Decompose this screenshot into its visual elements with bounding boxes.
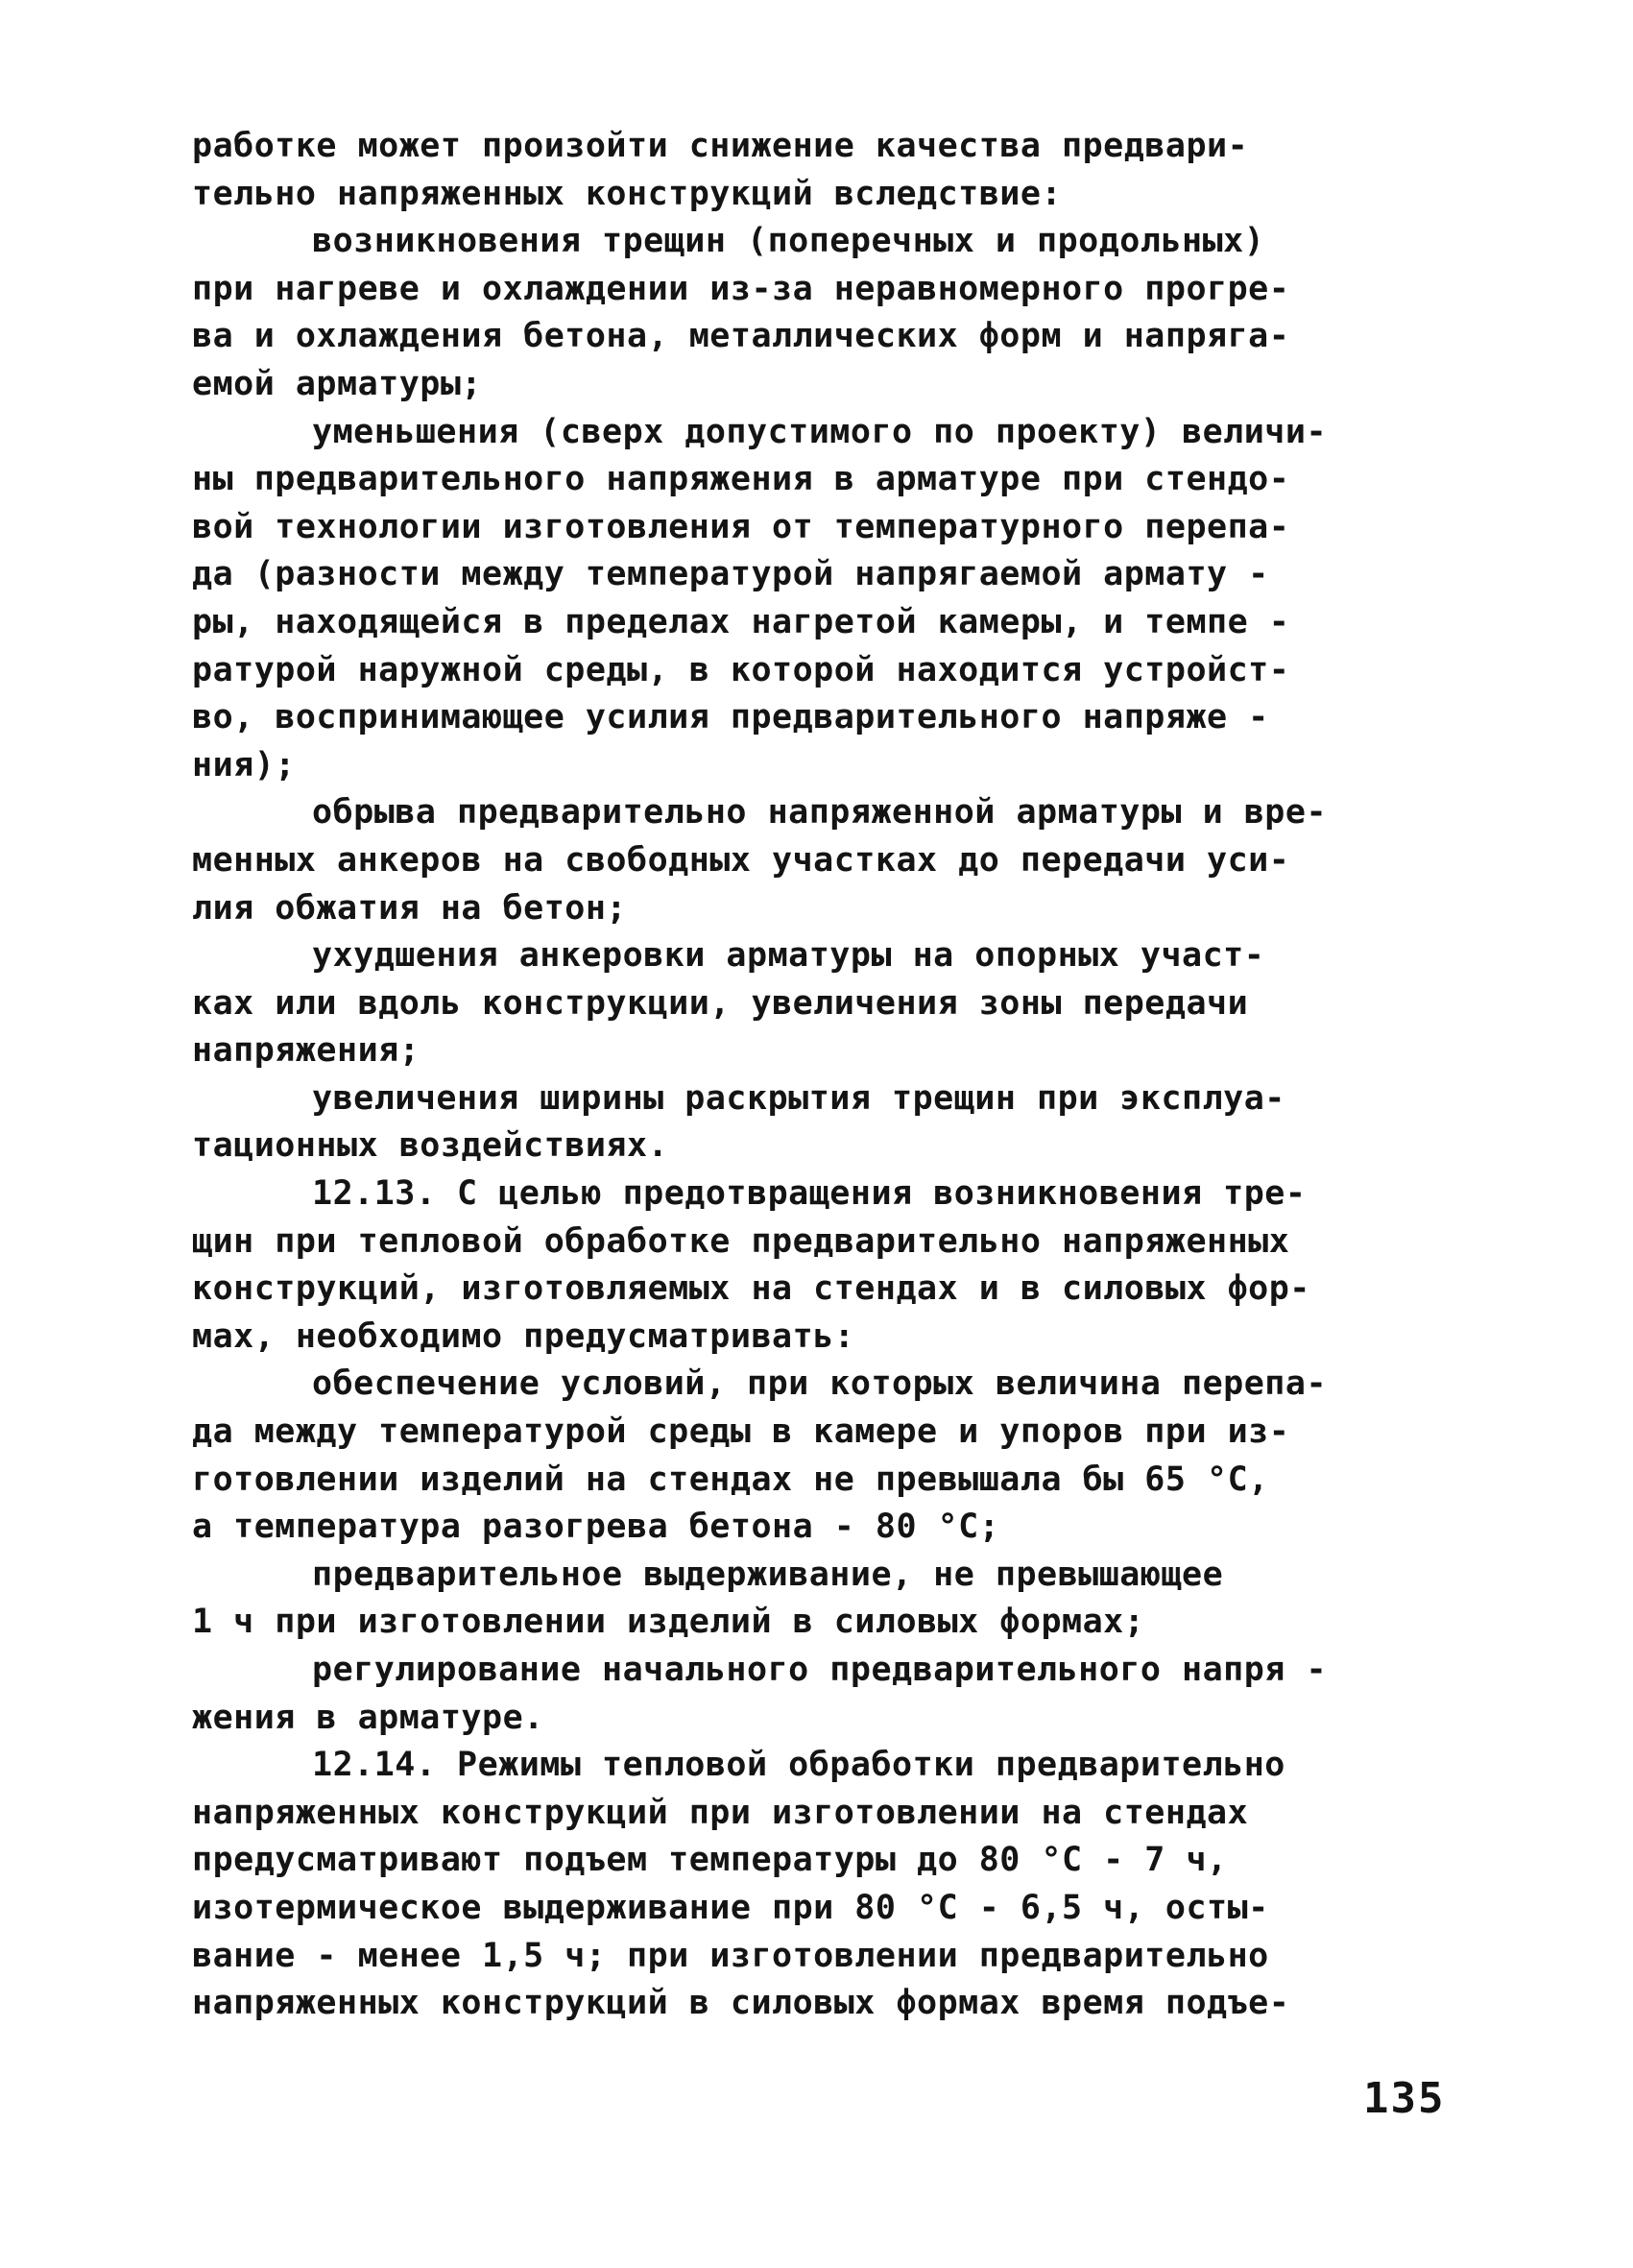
text-line: предварительное выдерживание, не превышающее xyxy=(312,1555,1224,1594)
text-line: емой арматуры; xyxy=(192,364,483,403)
text-line: напряженных конструкций в силовых формах время подъе- xyxy=(192,1984,1290,2023)
text-line: изотермическое выдерживание при 80 °С - 6,5 ч, осты- xyxy=(192,1888,1269,1927)
text-line: увеличения ширины раскрытия трещин при эксплуа- xyxy=(312,1078,1285,1118)
section-12-14-line: 12.14. Режимы тепловой обработки предварительно xyxy=(312,1746,1285,1785)
text-line: менных анкеров на свободных участках до передачи уси- xyxy=(192,840,1290,880)
text-line: работке может произойти снижение качества предвари- xyxy=(192,127,1249,165)
text-line: жения в арматуре. xyxy=(192,1698,544,1737)
section-12-13-line: 12.13. С целью предотвращения возникновения тре- xyxy=(312,1174,1307,1214)
text-line: тационных воздействиях. xyxy=(192,1126,669,1166)
text-line: уменьшения (сверх допустимого по проекту) величи- xyxy=(312,412,1328,451)
text-line: напряженных конструкций при изготовлении на стендах xyxy=(192,1793,1249,1832)
text-line: щин при тепловой обработке предварительно напряженных xyxy=(192,1221,1290,1261)
text-line: 1 ч при изготовлении изделий в силовых формах; xyxy=(192,1603,1145,1642)
text-line: возникновения трещин (поперечных и продольных) xyxy=(312,222,1265,261)
text-line: мах, необходимо предусматривать: xyxy=(192,1316,855,1356)
text-line: при нагреве и охлаждении из-за неравномерного прогре- xyxy=(192,269,1290,308)
text-line: регулирование начального предварительного напря - xyxy=(312,1651,1328,1689)
text-line: тельно напряженных конструкций вследствие: xyxy=(192,174,1063,213)
text-line: ры, находящейся в пределах нагретой камеры, и темпе - xyxy=(192,602,1290,641)
text-line: напряжения; xyxy=(192,1031,420,1071)
text-line: ратурой наружной среды, в которой находится устройст- xyxy=(192,650,1290,689)
text-line: обеспечение условий, при которых величина перепа- xyxy=(312,1364,1328,1404)
text-line: готовлении изделий на стендах не превышала бы 65 °С, xyxy=(192,1460,1269,1499)
text-line: лия обжатия на бетон; xyxy=(192,888,628,928)
text-line: ния); xyxy=(192,745,296,784)
text-line: конструкций, изготовляемых на стендах и в силовых фор- xyxy=(192,1269,1310,1309)
text-line: а температура разогрева бетона - 80 °С; xyxy=(192,1508,1000,1547)
text-line: да между температурой среды в камере и упоров при из- xyxy=(192,1412,1290,1452)
text-line: ва и охлаждения бетона, металлических форм и напряга- xyxy=(192,317,1290,356)
text-line: обрыва предварительно напряженной арматуры и вре- xyxy=(312,793,1328,832)
text-line: ках или вдоль конструкции, увеличения зоны передачи xyxy=(192,983,1249,1023)
page-text-body xyxy=(192,123,1459,2028)
text-line: во, воспринимающее усилия предварительного напряже - xyxy=(192,698,1269,737)
text-line: да (разности между температурой напрягаемой армату - xyxy=(192,555,1269,594)
text-line: ухудшения анкеровки арматуры на опорных участ- xyxy=(312,936,1265,976)
text-line: вание - менее 1,5 ч; при изготовлении предварительно xyxy=(192,1936,1269,1975)
text-line: ны предварительного напряжения в арматуре при стендо- xyxy=(192,460,1290,499)
text-line: предусматривают подъем температуры до 80 °С - 7 ч, xyxy=(192,1841,1228,1880)
text-line: вой технологии изготовления от температурного перепа- xyxy=(192,507,1290,546)
page-number: 135 xyxy=(1363,2074,1446,2123)
